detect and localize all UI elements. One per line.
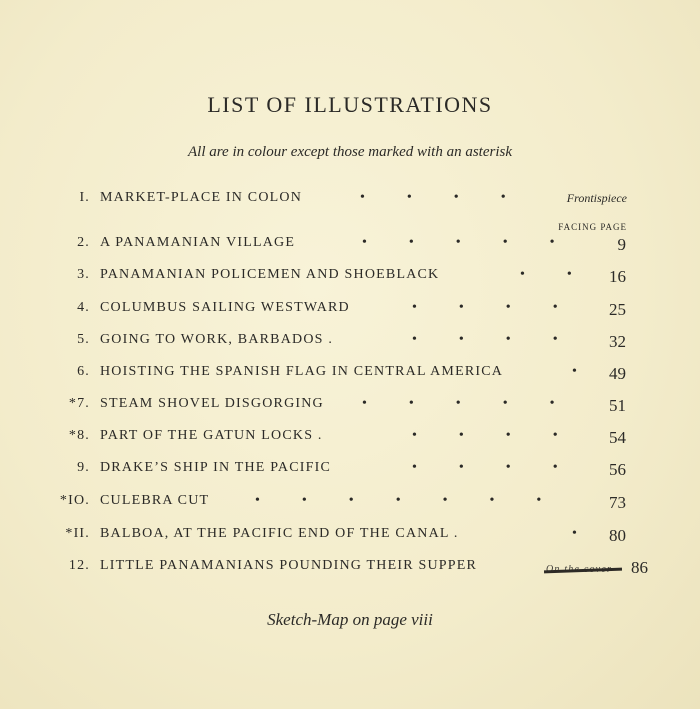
list-item	[0, 300, 700, 322]
leader-dots: •	[572, 526, 577, 541]
page-number: 32	[609, 332, 626, 351]
leader-dots: • • • •	[412, 428, 558, 443]
item-title: PANAMANIAN POLICEMEN AND SHOEBLACK	[100, 267, 440, 282]
leader-dots: • •	[520, 267, 572, 282]
page-number: 73	[609, 493, 626, 512]
list-item	[0, 558, 700, 580]
item-title: COLUMBUS SAILING WESTWARD	[100, 300, 350, 315]
item-title: PART OF THE GATUN LOCKS .	[100, 428, 323, 443]
list-item	[0, 526, 700, 548]
frontispiece-label: Frontispiece	[566, 191, 627, 205]
leader-dots: • • • •	[412, 332, 558, 347]
sketch-map-note: Sketch-Map on page viii	[267, 610, 433, 629]
page-number: 25	[609, 300, 626, 319]
list-item	[0, 396, 700, 418]
page-number: 49	[609, 364, 626, 383]
page-number: 9	[617, 235, 626, 254]
item-title: BALBOA, AT THE PACIFIC END OF THE CANAL .	[100, 526, 459, 541]
list-item	[0, 428, 700, 450]
item-title: STEAM SHOVEL DISGORGING	[100, 396, 324, 411]
item-number: *IO.	[59, 493, 90, 508]
item-number: 3.	[77, 267, 90, 282]
leader-dots: • • • • •	[362, 235, 555, 250]
page-number: 54	[609, 428, 626, 447]
list-item	[0, 364, 700, 386]
item-number: *II.	[65, 526, 90, 541]
item-number: 2.	[77, 235, 90, 250]
item-number: *8.	[68, 428, 90, 443]
leader-dots: • • • •	[412, 460, 558, 475]
leader-dots: • • • •	[360, 190, 506, 205]
item-title: DRAKE’S SHIP IN THE PACIFIC	[100, 460, 332, 475]
item-number: 9.	[77, 460, 90, 475]
list-item	[0, 190, 700, 212]
list-item	[0, 493, 700, 515]
item-title: A PANAMANIAN VILLAGE	[100, 235, 296, 250]
page-number: 51	[609, 396, 626, 415]
list-item	[0, 235, 700, 257]
list-item	[0, 332, 700, 354]
page-number: 86	[631, 558, 648, 577]
item-number: 5.	[77, 332, 90, 347]
page-number: 56	[609, 460, 626, 479]
leader-dots: •	[572, 364, 577, 379]
item-number: 4.	[77, 300, 90, 315]
list-item	[0, 267, 700, 289]
page-title: LIST OF ILLUSTRATIONS	[207, 92, 493, 117]
item-number: 6.	[77, 364, 90, 379]
leader-dots: • • • • •	[362, 396, 555, 411]
leader-dots: • • • •	[412, 300, 558, 315]
list-item	[0, 460, 700, 482]
item-number: *7.	[68, 396, 90, 411]
item-title: HOISTING THE SPANISH FLAG IN CENTRAL AMERICA	[100, 364, 504, 379]
item-number: 12.	[68, 558, 90, 573]
item-title: GOING TO WORK, BARBADOS .	[100, 332, 334, 347]
page-subtitle: All are in colour except those marked with an asterisk	[188, 144, 512, 160]
item-title: MARKET-PLACE IN COLON	[100, 190, 303, 205]
item-title: LITTLE PANAMANIANS POUNDING THEIR SUPPER	[100, 558, 478, 573]
item-number: I.	[79, 190, 90, 205]
page-number: 16	[609, 267, 626, 286]
facing-page-label: FACING PAGE	[558, 222, 627, 232]
leader-dots: • • • • • • •	[255, 493, 542, 508]
page-number: 80	[609, 526, 626, 545]
item-title: CULEBRA CUT	[100, 493, 210, 508]
